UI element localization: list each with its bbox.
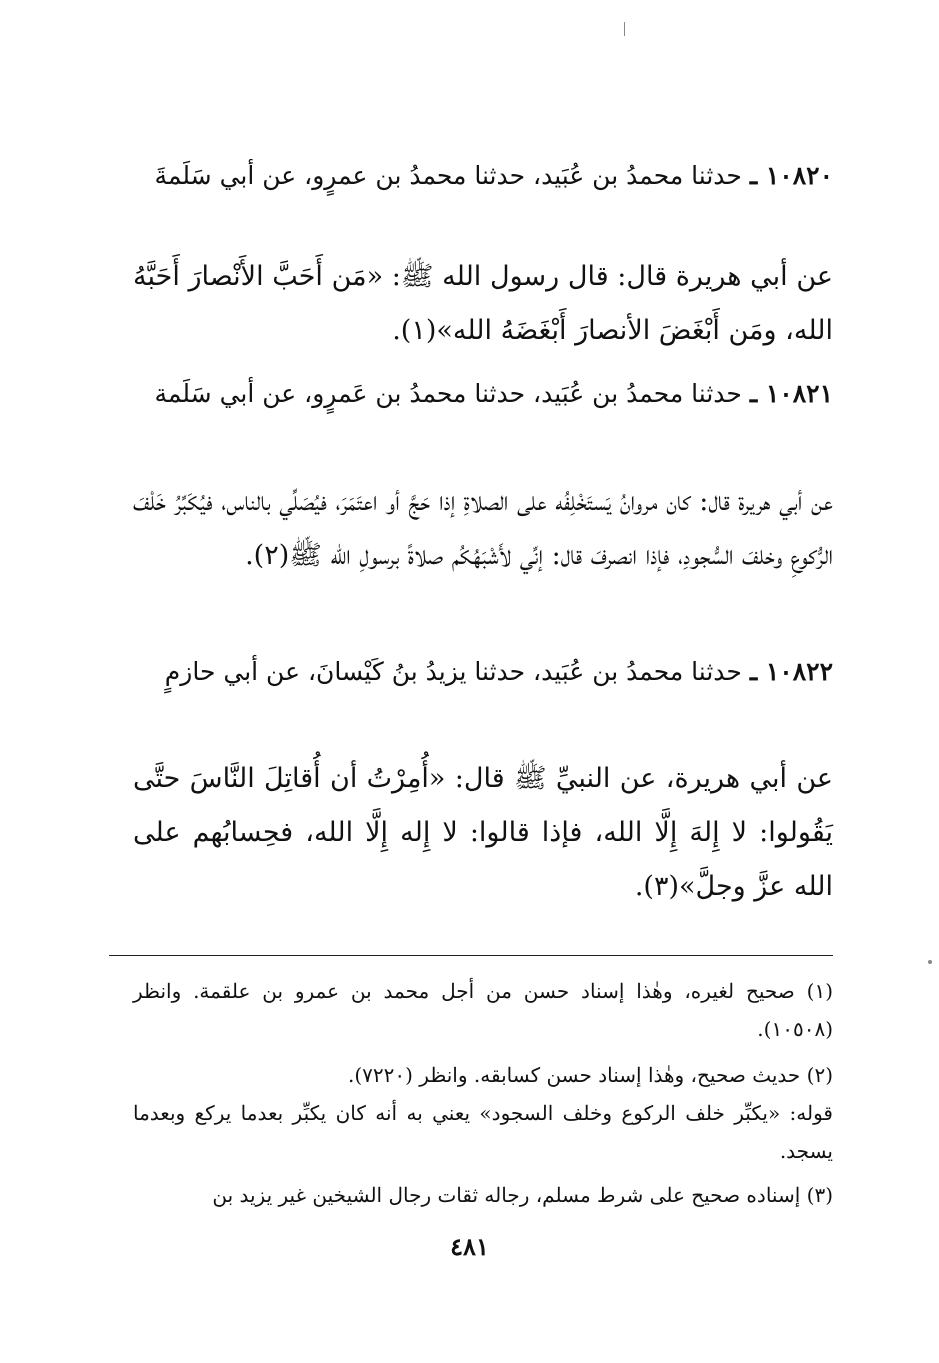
footnote-1: (١) صحيح لغيره، وهٰذا إسناد حسن من أجل محمد بن عمرو بن علقمة. وانظر (١٠٥٠٨). [133, 979, 833, 1041]
scan-speck [928, 960, 932, 964]
footnote-3: (٣) إسناده صحيح على شرط مسلم، رجاله ثقات رجال الشيخين غير يزيد بن [212, 1183, 833, 1207]
hadith-2-isnad-text: حدثنا محمدُ بن عُبَيد، حدثنا محمدُ بن عَمرٍو، عن أبي سَلَمة [154, 379, 742, 408]
scan-mark [624, 22, 625, 36]
hadith-3-isnad [133, 646, 833, 698]
hadith-3-matn: عن أبي هريرة، عن النبيِّ ﷺ قال: «أُمِرْتُ أن أُقاتِلَ النَّاسَ حتَّى يَقُولوا: لا إِلهَ إِلَّا الله، فإذا قالوا: لا إِله إِلَّا الله، فحِسابُهم على الله عزَّ وجلَّ»(٣). [133, 763, 833, 902]
hadith-2-isnad [133, 368, 833, 420]
hadith-3-isnad-text: حدثنا محمدُ بن عُبَيد، حدثنا يزيدُ بنُ كَيْسانَ، عن أبي حازمٍ [164, 657, 742, 686]
hadith-3-number: ١٠٨٢٢ ـ [749, 657, 833, 686]
hadith-1-isnad-text: حدثنا محمدُ بن عُبَيد، حدثنا محمدُ بن عمرٍو، عن أبي سَلَمةَ [154, 161, 742, 190]
footnote-2-comment: قوله: «يكبِّر خلف الركوع وخلف السجود» يعني به أنه كان يكبِّر بعدما يركع وبعدما يسجد. [133, 1101, 833, 1163]
hadith-2-matn: عن أبي هريرة قال: كان مروانُ يَستَخْلِفُه على الصلاةِ إذا حَجَّ أو اعتَمَرَ، فيُصَلِّي بالناس، فيُكَبِّرُ خَلْفَ الرُّكوعِ وخلفَ السُّجودِ، فإذا انصرفَ قال: إنِّي لأَشْبَهُكُم صلاةً برسولِ الله ﷺ(٢). [133, 486, 833, 571]
hadith-1-isnad [133, 150, 833, 202]
footnote-2: (٢) حديث صحيح، وهٰذا إسناد حسن كسابقه. وانظر (٧٢٢٠). [347, 1063, 833, 1087]
hadith-1-number: ١٠٨٢٠ ـ [749, 161, 833, 190]
hadith-1-matn: عن أبي هريرة قال: قال رسول الله ﷺ: «مَن أَحَبَّ الأَنْصارَ أَحَبَّهُ الله، ومَن أَبْغَضَ الأنصارَ أَبْغَضَهُ الله»(١). [133, 261, 833, 346]
page-number: ٤٨١ [450, 1232, 489, 1261]
hadith-2-number: ١٠٨٢١ ـ [749, 379, 833, 408]
footnote-separator [109, 955, 833, 956]
